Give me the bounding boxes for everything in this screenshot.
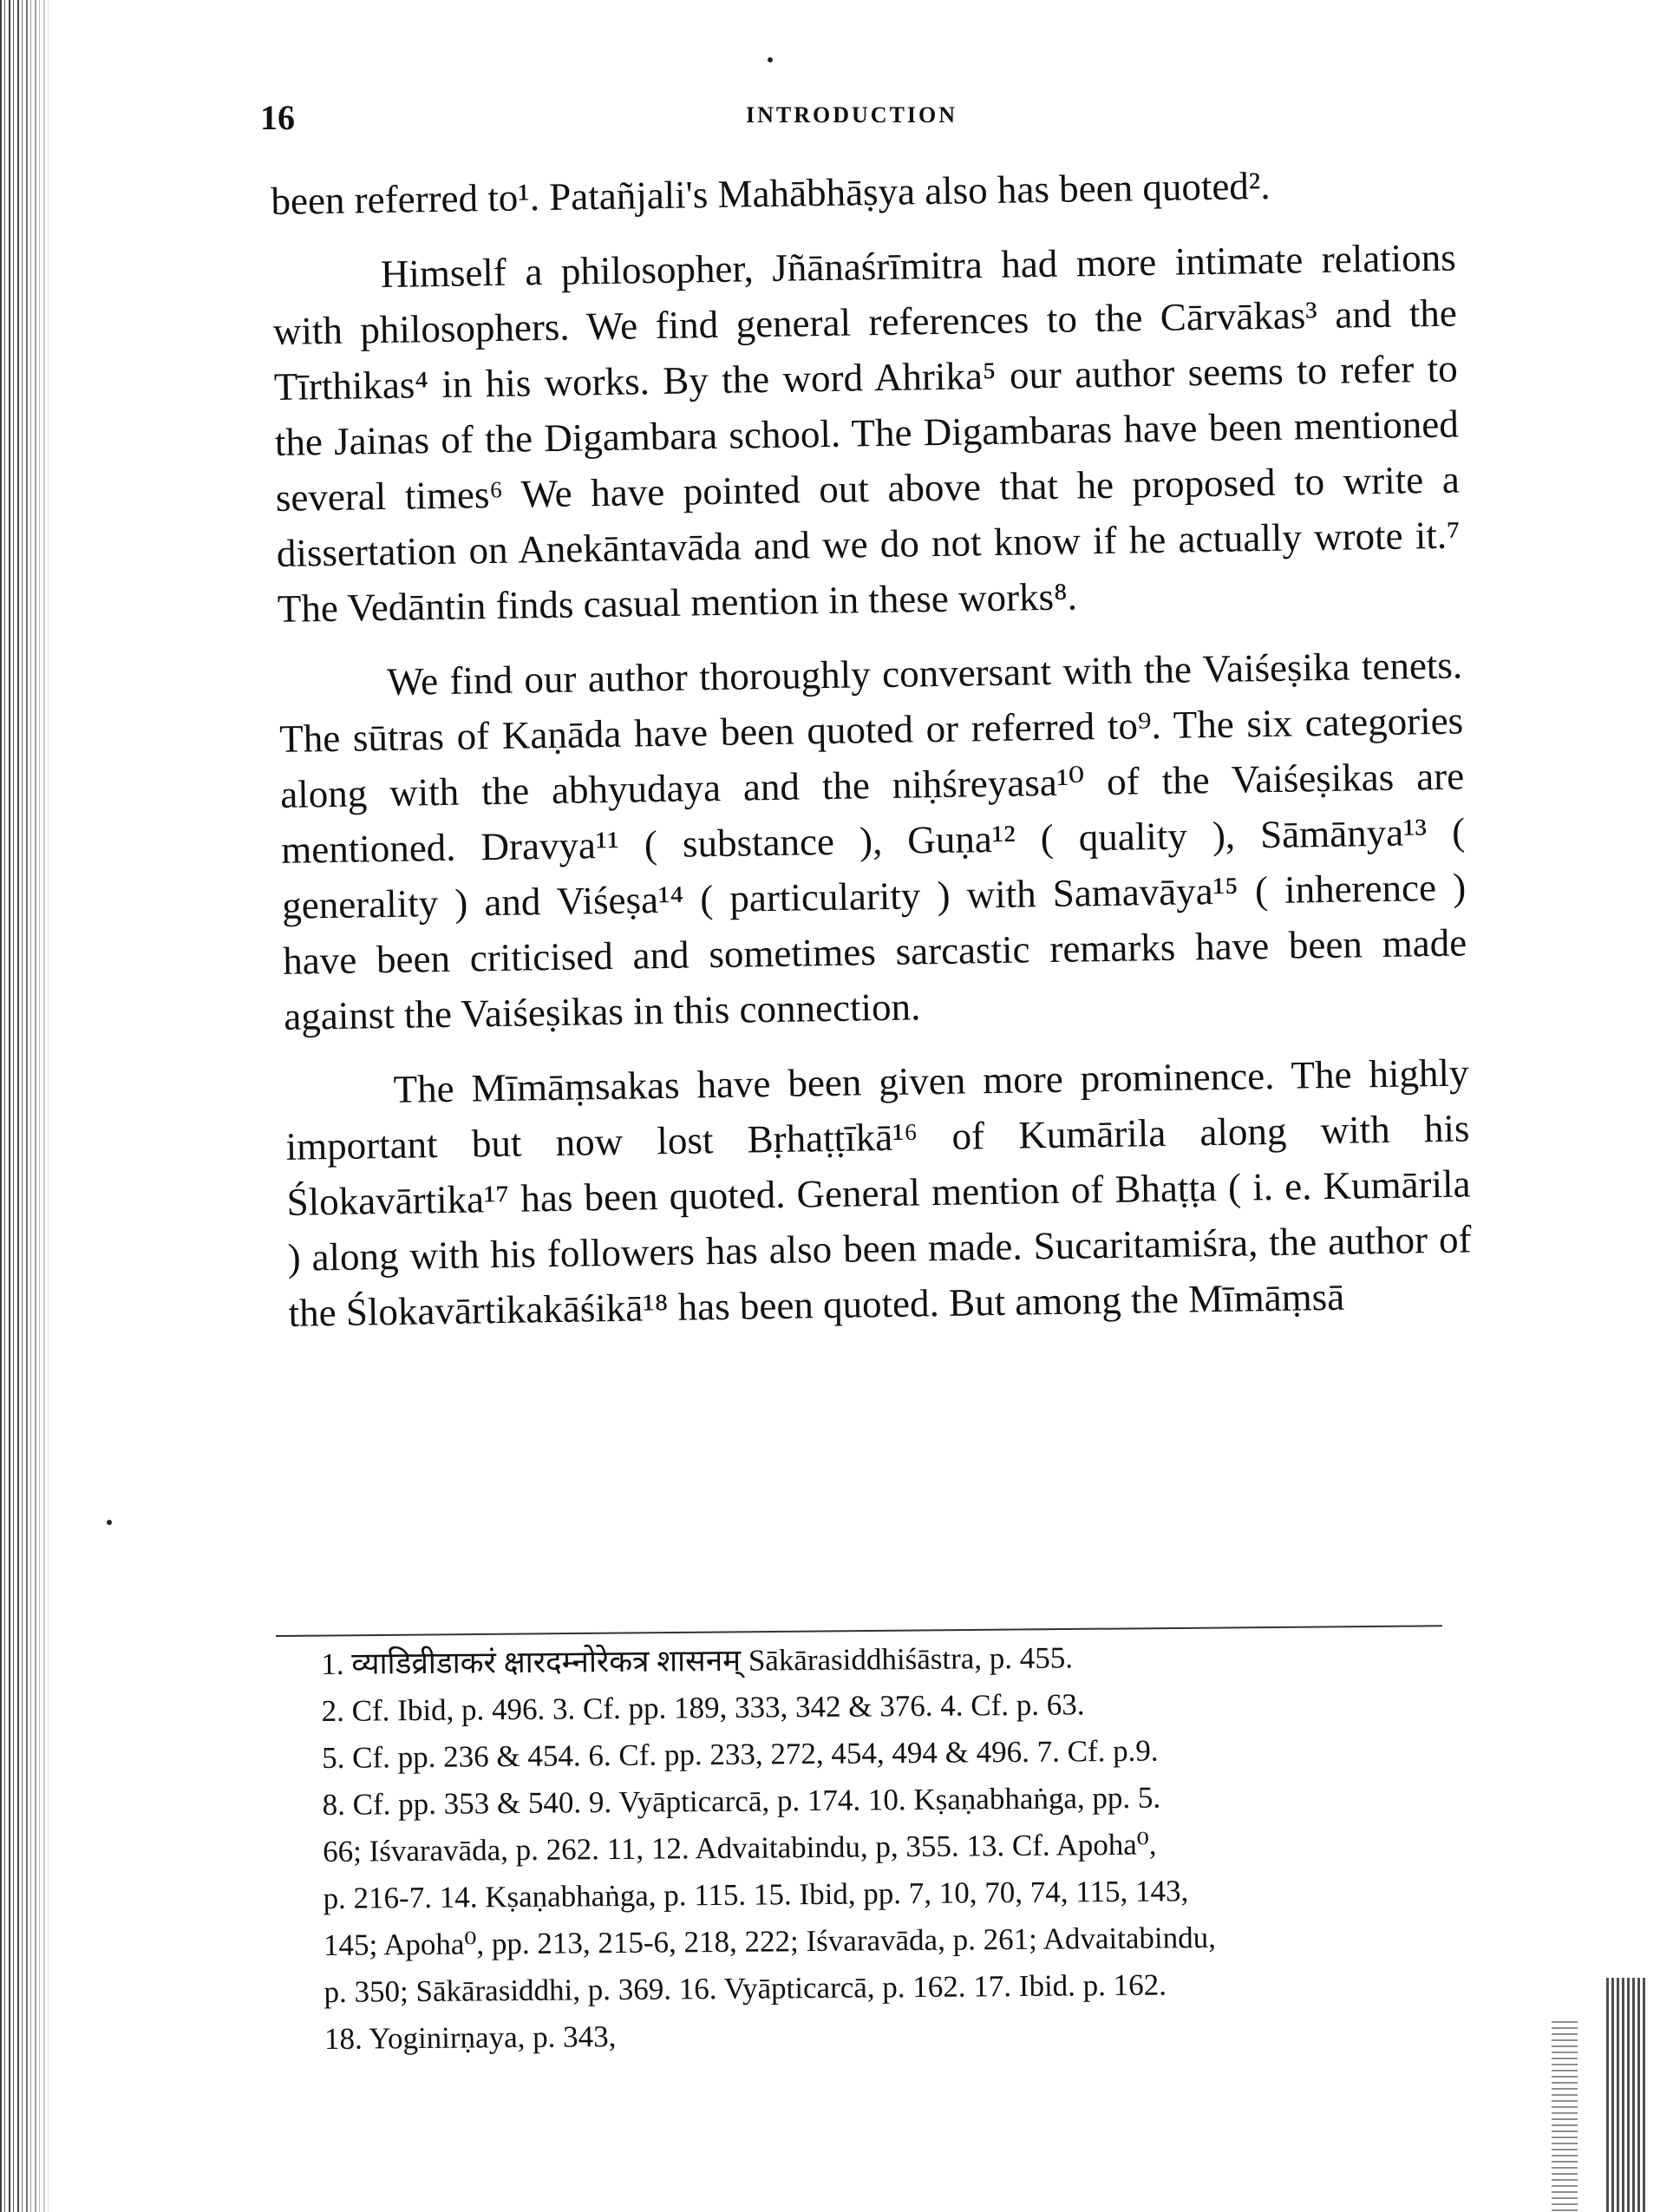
- footnote-line: 18. Yoginirṇaya, p. 343,: [324, 2019, 617, 2056]
- footnote-line: 5. Cf. pp. 236 & 454. 6. Cf. pp. 233, 272, 454, 494 & 496. 7. Cf. p.9.: [322, 1733, 1159, 1775]
- body-text: [271, 155, 1473, 1360]
- footnote-line: 145; Apoha⁰, pp. 213, 215-6, 218, 222; Iśvaravāda, p. 261; Advaitabindu,: [323, 1921, 1217, 1962]
- running-head: INTRODUCTION: [746, 102, 958, 128]
- paragraph: been referred to¹. Patañjali's Mahābhāṣya also has been quoted².: [271, 163, 1271, 223]
- paragraph: We find our author thoroughly conversant with the Vaiśeṣika tenets. The sūtras of Kaṇāda have been quoted or referred to⁹. The six categories along with the abhyudaya and the niḥśreyasa¹⁰ of the Vaiśeṣikas are mentioned. Dravya¹¹ ( substance ), Guṇa¹² ( quality ), Sāmānya¹³ ( generality ) and Viśeṣa¹⁴ ( particularity ) with Samavāya¹⁵ ( inherence ) have been criticised and sometimes sarcastic remarks have been made against the Vaiśeṣikas in this connection.: [278, 643, 1467, 1038]
- page-number: 16: [260, 98, 295, 137]
- footnote-line: p. 216-7. 14. Kṣaṇabhaṅga, p. 115. 15. Ibid, pp. 7, 10, 70, 74, 115, 143,: [323, 1874, 1189, 1915]
- scan-binding-fade: [16, 0, 55, 2212]
- scan-edge-artifact-right: [1606, 1978, 1648, 2212]
- paragraph: The Mīmāṃsakas have been given more prominence. The highly important but now lost Bṛhaṭṭīkā¹⁶ of Kumārila along with his Ślokavārtika¹⁷ has been quoted. General mention of Bhaṭṭa ( i. e. Kumārila ) along with his followers has also been made. Sucaritamiśra, the author of the Ślokavārtikakāśikā¹⁸ has been quoted. But among the Mīmāṃsā: [285, 1050, 1472, 1335]
- footnote-line: p. 350; Sākārasiddhi, p. 369. 16. Vyāpticarcā, p. 162. 17. Ibid. p. 162.: [324, 1967, 1167, 2009]
- footnote-line: 2. Cf. Ibid, p. 496. 3. Cf. pp. 189, 333, 342 & 376. 4. Cf. p. 63.: [321, 1687, 1085, 1728]
- paragraph: Himself a philosopher, Jñānaśrīmitra had more intimate relations with philosophers. We find general references to the Cārvākas³ and the Tīrthikas⁴ in his works. By the word Ahrika⁵ our author seems to refer to the Jainas of the Digambara school. The Digambaras have been mentioned several times⁶ We have pointed out above that he proposed to write a dissertation on Anekāntavāda and we do not know if he actually wrote it.⁷ The Vedāntin finds casual mention in these works⁸.: [272, 235, 1461, 631]
- scan-speck: [107, 1520, 112, 1525]
- footnote-line: 66; Iśvaravāda, p. 262. 11, 12. Advaitabindu, p, 355. 13. Cf. Apoha⁰,: [322, 1827, 1157, 1868]
- scan-speck: [768, 57, 773, 62]
- footnotes: [321, 1631, 1482, 2063]
- scan-edge-artifact-right-2: [1552, 2021, 1578, 2212]
- footnote-line: 8. Cf. pp. 353 & 540. 9. Vyāpticarcā, p. 174. 10. Kṣaṇabhaṅga, pp. 5.: [322, 1780, 1161, 1822]
- footnote-line: 1. व्याडिव्रीडाकरं क्षारदम्नोरेकत्र शासनम् Sākārasiddhiśāstra, p. 455.: [321, 1640, 1074, 1681]
